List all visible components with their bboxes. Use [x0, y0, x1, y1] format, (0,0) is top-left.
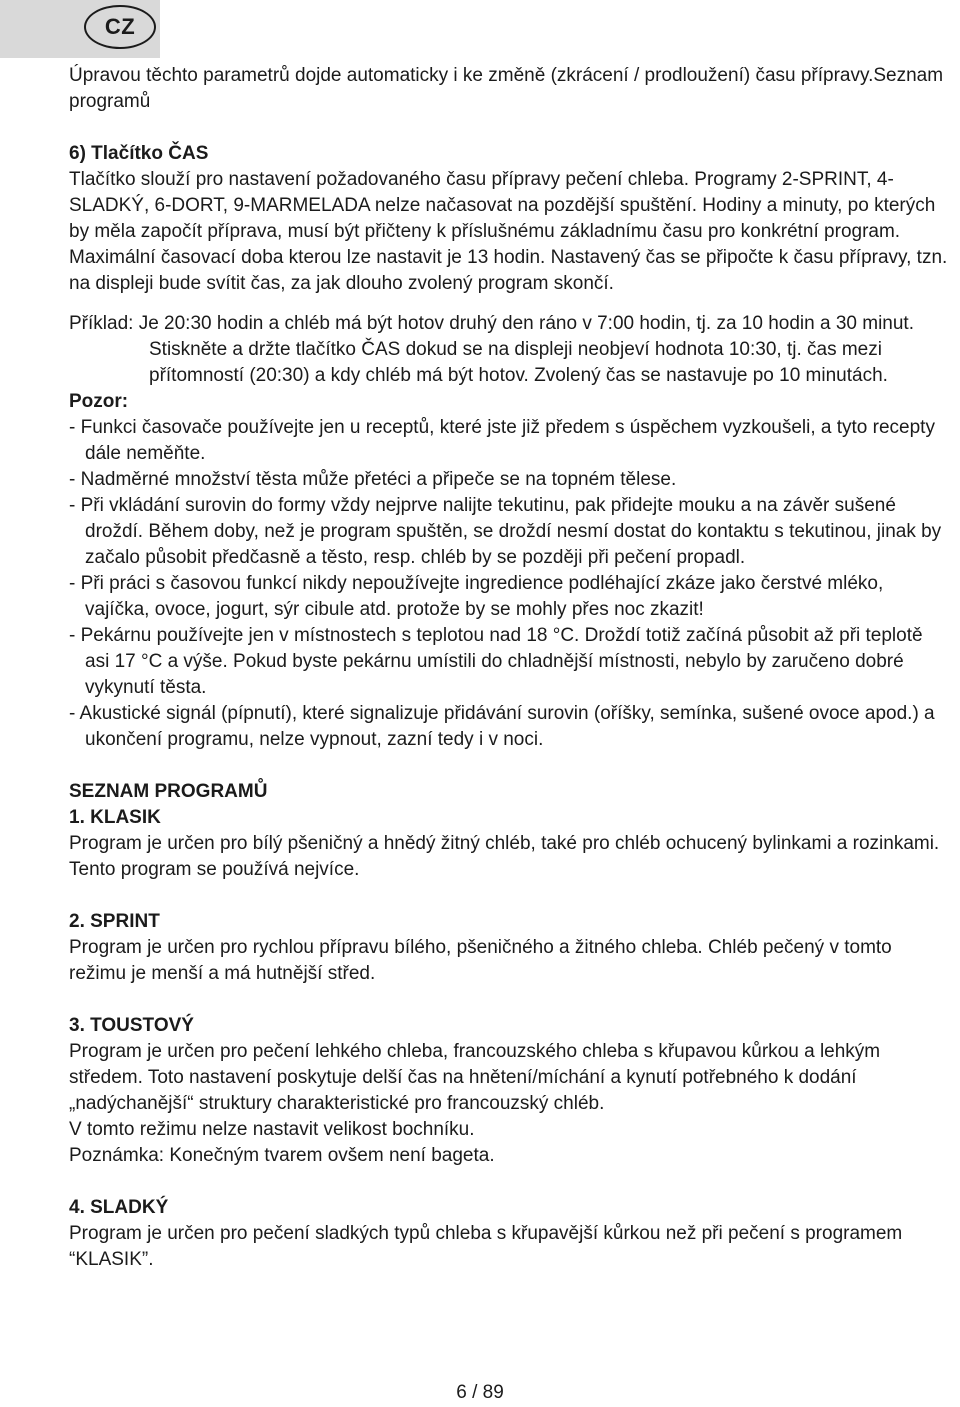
language-tab: [0, 0, 160, 58]
warning-item: - Při práci s časovou funkcí nikdy nepoužívejte ingredience podléhající zkáze jako čerstvé mléko, vajíčka, ovoce, jogurt, sýr cibule atd. protože by se mohly přes noc zkazit!: [69, 573, 884, 620]
intro-paragraph: Úpravou těchto parametrů dojde automaticky i ke změně (zkrácení / prodloužení) času přípravy.Seznam programů: [69, 65, 944, 112]
warning-item: - Nadměrné množství těsta může přetéci a připeče se na topném tělese.: [69, 469, 677, 490]
program-name: 1. KLASIK: [69, 807, 161, 828]
program-note: V tomto režimu nelze nastavit velikost bochníku.: [69, 1119, 475, 1140]
section-6-title: 6) Tlačítko ČAS: [69, 143, 209, 164]
language-badge: CZ: [84, 5, 156, 49]
program-name: 3. TOUSTOVÝ: [69, 1015, 194, 1036]
program-note: Poznámka: Konečným tvarem ovšem není bageta.: [69, 1145, 495, 1166]
program-name: 4. SLADKÝ: [69, 1197, 169, 1218]
document-body: [69, 63, 949, 1273]
warning-item: - Pekárnu používejte jen v místnostech s teplotou nad 18 °C. Droždí totiž začíná působit až při teplotě asi 17 °C a výše. Pokud byste pekárnu umístili do chladnější místnosti, nebylo by zaručeno dobré vykynutí těsta.: [69, 625, 923, 698]
example-paragraph: Příklad: Je 20:30 hodin a chléb má být hotov druhý den ráno v 7:00 hodin, tj. za 10 hodin a 30 minut. Stiskněte a držte tlačítko ČAS dokud se na displeji neobjeví hodnota 10:30, tj. čas mezi přítomností (20:30) a kdy chléb má být hotov. Zvolený čas se nastavuje po 10 minutách.: [69, 313, 914, 386]
program-name: 2. SPRINT: [69, 911, 160, 932]
program-description: Program je určen pro rychlou přípravu bílého, pšeničného a žitného chleba. Chléb pečený v tomto režimu je menší a má hutnější střed.: [69, 937, 892, 984]
warning-item: - Při vkládání surovin do formy vždy nejprve nalijte tekutinu, pak přidejte mouku a na závěr sušené droždí. Během doby, než je program spuštěn, se droždí nesmí dostat do kontaktu s tekutinou, jinak by začalo působit předčasně a těsto, resp. chléb by se později při pečení propadl.: [69, 495, 942, 568]
section-6-body: Tlačítko slouží pro nastavení požadovaného času přípravy pečení chleba. Programy 2-SPRINT, 4-SLADKÝ, 6-DORT, 9-MARMELADA nelze načasovat na pozdější spuštění. Hodiny a minuty, po kterých by měla započít příprava, musí být přičteny k příslušnému základnímu času pro konkrétní program. Maximální časovací doba kterou lze nastavit je 13 hodin. Nastavený čas se připočte k času přípravy, tzn. na displeji bude svítit čas, za jak dlouho zvolený program skončí.: [69, 169, 948, 294]
warning-title: Pozor:: [69, 391, 129, 412]
program-description: Program je určen pro bílý pšeničný a hnědý žitný chléb, také pro chléb ochucený bylinkami a rozinkami. Tento program se používá nejvíce.: [69, 833, 940, 880]
page-number: 6 / 89: [456, 1382, 504, 1403]
programs-title: SEZNAM PROGRAMŮ: [69, 781, 268, 802]
warning-item: - Akustické signál (pípnutí), které signalizuje přidávání surovin (oříšky, semínka, sušené ovoce apod.) a ukončení programu, nelze vypnout, zazní tedy i v noci.: [69, 703, 935, 750]
program-description: Program je určen pro pečení sladkých typů chleba s křupavější kůrkou než při pečení s programem “KLASIK”.: [69, 1223, 903, 1270]
warning-item: - Funkci časovače používejte jen u receptů, které jste již předem s úspěchem vyzkoušeli, a tyto recepty dále neměňte.: [69, 417, 935, 464]
program-description: Program je určen pro pečení lehkého chleba, francouzského chleba s křupavou kůrkou a lehkým středem. Toto nastavení poskytuje delší čas na hnětení/míchání a kynutí potřebného k dodání „nadýchanější“ struktury charakteristické pro francouzský chléb.: [69, 1041, 881, 1114]
